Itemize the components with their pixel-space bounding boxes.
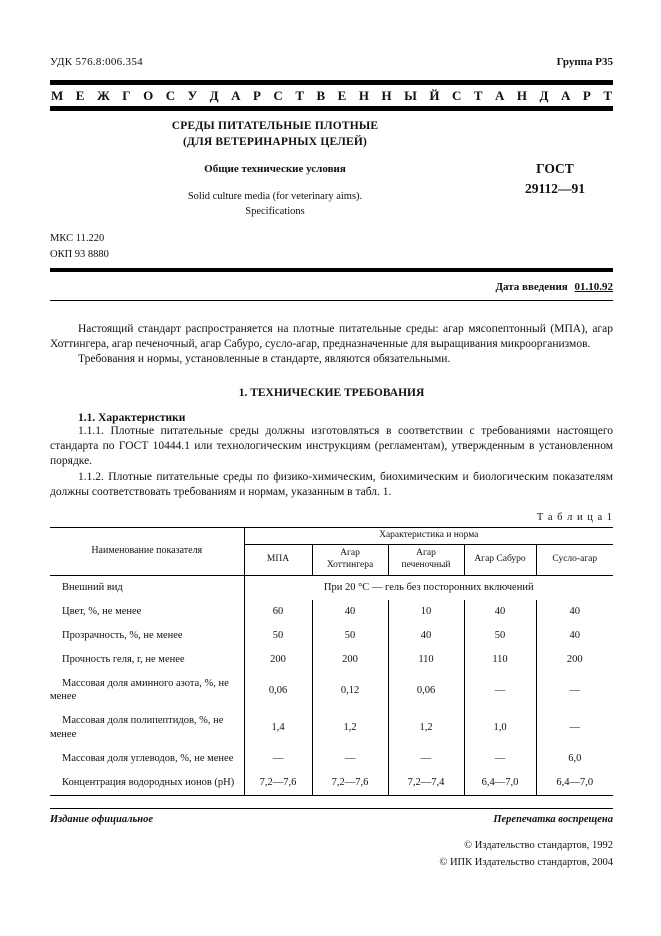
cell-value: 50 <box>464 624 536 648</box>
cell-value: — <box>464 747 536 771</box>
table-header-indicator-name: Наименование показателя <box>50 528 244 576</box>
okp-code: ОКП 93 8880 <box>50 248 109 260</box>
top-row <box>50 56 613 68</box>
table-row-amine-nitrogen <box>50 672 613 709</box>
group-code: Группа Р35 <box>556 56 613 68</box>
bottom-divider-bar <box>50 106 613 111</box>
cell-value: 0,06 <box>388 672 464 709</box>
copyright-block <box>50 838 613 871</box>
row-label: Массовая доля полипептидов, %, не менее <box>50 715 224 740</box>
cell-value: 6,4—7,0 <box>464 771 536 796</box>
table-row-appearance <box>50 575 613 600</box>
cell-value: — <box>464 672 536 709</box>
table-row-gel-strength <box>50 648 613 672</box>
table-1-label: Т а б л и ц а 1 <box>536 512 613 524</box>
title-block <box>80 119 470 219</box>
gost-designation <box>525 159 585 198</box>
table-row-ph <box>50 771 613 796</box>
date-label: Дата введения <box>495 280 568 293</box>
title-area <box>50 119 613 262</box>
classification-codes <box>50 231 613 261</box>
official-edition-label: Издание официальное <box>50 814 154 826</box>
cell-value: 40 <box>464 600 536 624</box>
table-col-sabouraud-agar: Агар Сабуро <box>464 544 536 575</box>
cell-value: 200 <box>536 648 613 672</box>
cell-value: — <box>388 747 464 771</box>
effective-date-line <box>50 281 613 301</box>
cell-value: 1,2 <box>388 709 464 746</box>
footer-rule <box>50 808 613 810</box>
cell-value: 1,4 <box>244 709 312 746</box>
gost-label: ГОСТ <box>536 161 574 176</box>
cell-value: — <box>536 709 613 746</box>
row-label: Цвет, %, не менее <box>62 605 142 617</box>
intro-paragraph-2: Требования и нормы, установленные в стандарте, являются обязательными. <box>78 353 451 366</box>
cell-value: 50 <box>244 624 312 648</box>
cell-value: 200 <box>312 648 388 672</box>
copyright-line-1992: © Издательство стандартов, 1992 <box>464 840 613 852</box>
cell-value: 6,4—7,0 <box>536 771 613 796</box>
row-label: Концентрация водородных ионов (рН) <box>62 776 235 788</box>
table-header-characteristic-norm: Характеристика и норма <box>244 528 613 545</box>
table-row-color <box>50 600 613 624</box>
doc-english-title <box>80 190 470 219</box>
doc-title-line2: (ДЛЯ ВЕТЕРИНАРНЫХ ЦЕЛЕЙ) <box>182 135 368 148</box>
section-1-heading: 1. ТЕХНИЧЕСКИЕ ТРЕБОВАНИЯ <box>238 386 425 399</box>
cell-value: 10 <box>388 600 464 624</box>
doc-english-line1: Solid culture media (for veterinary aims). <box>187 191 363 203</box>
cell-value: 7,2—7,6 <box>312 771 388 796</box>
standard-band-title: М Е Ж Г О С У Д А Р С Т В Е Н Н Ы Й С Т А Н Д А Р Т <box>51 88 612 103</box>
table-row-polypeptides <box>50 709 613 746</box>
cell-value: 200 <box>244 648 312 672</box>
table-col-liver-agar: Агар печеночный <box>388 544 464 575</box>
gost-number: 29112—91 <box>524 180 585 196</box>
cell-value: 110 <box>388 648 464 672</box>
cell-value: 1,0 <box>464 709 536 746</box>
cell-value: — <box>244 747 312 771</box>
footer-row <box>50 814 613 825</box>
cell-value: 40 <box>312 600 388 624</box>
cell-value: 40 <box>536 600 613 624</box>
thick-rule <box>50 268 613 272</box>
row-label: Прозрачность, %, не менее <box>62 629 183 641</box>
cell-value: 6,0 <box>536 747 613 771</box>
copyright-line-2004: © ИПК Издательство стандартов, 2004 <box>439 856 613 868</box>
cell-value: — <box>536 672 613 709</box>
table-row-transparency <box>50 624 613 648</box>
cell-value: — <box>312 747 388 771</box>
table-row-carbohydrates <box>50 747 613 771</box>
table-col-mpa: МПА <box>244 544 312 575</box>
udk-code: УДК 576.8:006.354 <box>50 56 143 68</box>
doc-title-line1: СРЕДЫ ПИТАТЕЛЬНЫЕ ПЛОТНЫЕ <box>171 120 379 132</box>
cell-value: 40 <box>536 624 613 648</box>
paragraph-1-1-2: 1.1.2. Плотные питательные среды по физико-химическим, биохимическим и биологическим показателям должны соответствовать требованиям и нормам, указанным в табл. 1. <box>50 470 613 498</box>
cell-value: 40 <box>388 624 464 648</box>
cell-value: 7,2—7,4 <box>388 771 464 796</box>
cell-value: 60 <box>244 600 312 624</box>
intro-text <box>50 322 613 368</box>
paragraph-1-1-1: 1.1.1. Плотные питательные среды должны изготовляться в соответствии с требованиями настоящего стандарта по ГОСТ 10444.1 или технологическим инструкциям (регламентам), утвержденным в установленном порядке. <box>50 424 613 468</box>
table-col-hottinger-agar: Агар Хоттингера <box>312 544 388 575</box>
cell-value: 0,12 <box>312 672 388 709</box>
reprint-prohibited-label: Перепечатка воспрещена <box>493 814 613 826</box>
cell-value: 110 <box>464 648 536 672</box>
cell-value: 1,2 <box>312 709 388 746</box>
section-1-1-heading: 1.1. Характеристики <box>78 411 186 424</box>
date-value: 01.10.92 <box>574 280 613 293</box>
doc-english-line2: Specifications <box>245 205 305 217</box>
cell-value: 7,2—7,6 <box>244 771 312 796</box>
table-header-row-1 <box>50 528 613 545</box>
row-label: Внешний вид <box>62 581 123 593</box>
characteristics-table <box>50 527 613 796</box>
row-label: Массовая доля аминного азота, %, не менее <box>50 678 229 703</box>
row-label: Прочность геля, г, не менее <box>62 654 185 666</box>
row-label: Массовая доля углеводов, %, не менее <box>62 752 234 764</box>
cell-value: 0,06 <box>244 672 312 709</box>
intro-paragraph-1: Настоящий стандарт распространяется на плотные питательные среды: агар мясопептонный (МПА), агар Хоттингера, агар печеночный, агар Сабуро, сусло-агар, предназначенные для выращивания микроорганизмов. <box>50 322 613 351</box>
cell-value: 50 <box>312 624 388 648</box>
section-1-body <box>50 424 613 500</box>
mks-code: МКС 11.220 <box>50 233 105 245</box>
row-appearance-value: При 20 °С — гель без посторонних включений <box>244 575 613 600</box>
table-col-wort-agar: Сусло-агар <box>536 544 613 575</box>
doc-subtitle: Общие технические условия <box>204 163 346 176</box>
